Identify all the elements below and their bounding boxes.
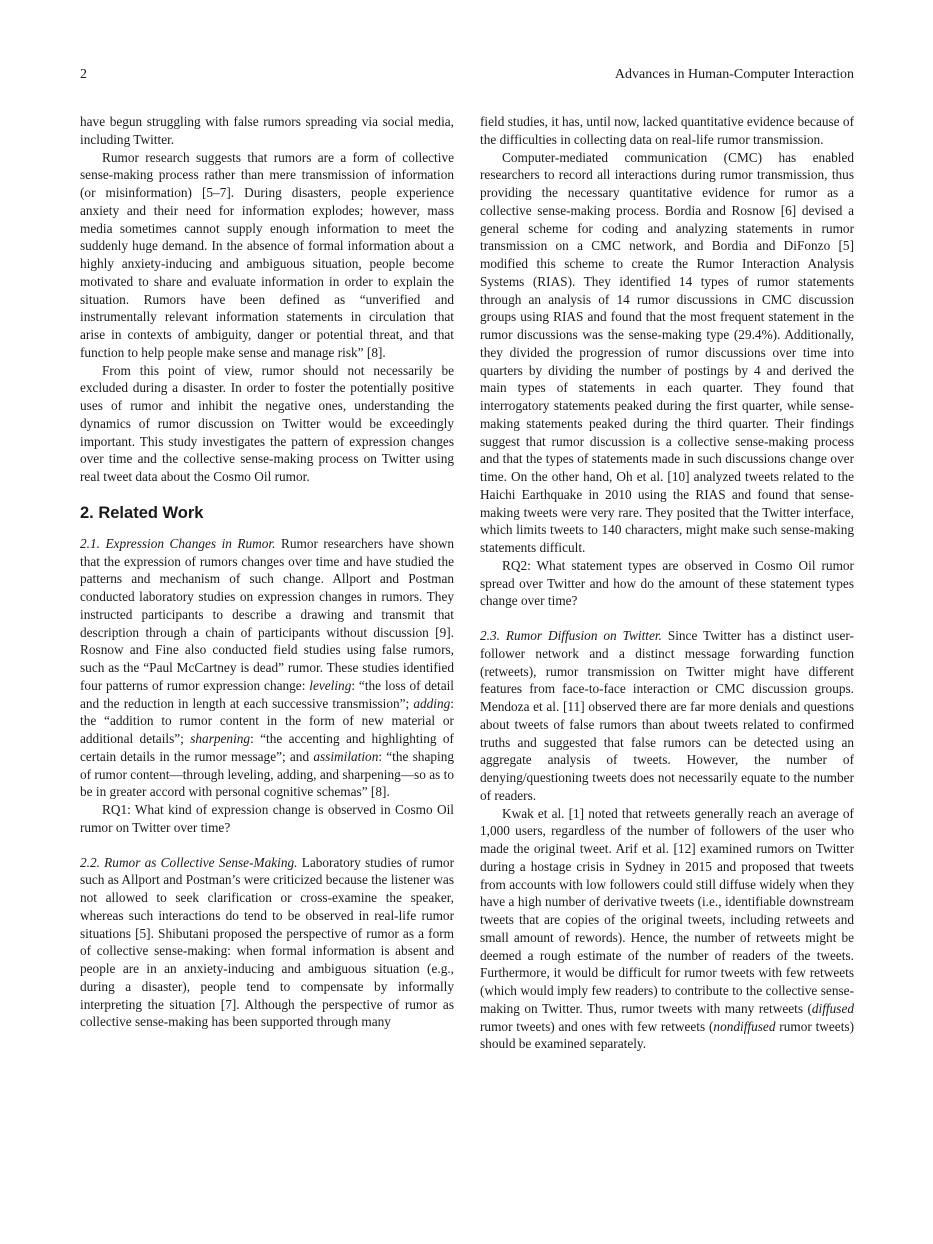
subsection-title: 2.3. Rumor Diffusion on Twitter. (480, 628, 662, 643)
paragraph-text: rumor tweets) should be examined separately. (480, 1018, 854, 1052)
paragraph: From this point of view, rumor should not necessarily be excluded during a disaster. In order to foster the potentially positive uses of rumor and inhibit the negative ones, understanding the dynamics of rumor discussion on Twitter would be exceedingly important. This study investigates the pattern of expression changes over time and the collective sense-making process on Twitter using real tweet data about the Cosmo Oil rumor. (80, 362, 454, 484)
subsection-2-2 (80, 854, 454, 1032)
paragraph-text: Kwak et al. [1] noted that retweets generally reach an average of 1,000 users, regardless of the number of followers of the user who made the original tweet. Arif et al. [12] examined rumors on Twitter during a hostage crisis in Sydney in 2015 and proposed that tweets from accounts with low followers could still diffuse widely when they have a high number of derivative tweets (i.e., identifiable downstream tweets that are copies of the original tweets, including retweets and small amount of rewords). Hence, the number of retweets might be deemed a rough estimate of the number of readers of the tweets. Furthermore, it would be difficult for rumor tweets with few retweets (which would imply few readers) to contribute to the collective sense-making on Twitter. Thus, rumor tweets with many retweets ( (480, 805, 854, 1016)
term-assimilation: assimilation (313, 748, 379, 764)
paragraph: Computer-mediated communication (CMC) has enabled researchers to record all interactions during rumor transmission, thus providing the necessary quantitative evidence for rumor as a collective sense-making process. Bordia and Rosnow [6] devised a general scheme for coding and analyzing statements in rumor transmission on a CMC network, and Bordia and DiFonzo [5] modified this scheme to create the Rumor Interaction Analysis Systems (RIAS). They identified 14 types of rumor statements through an analysis of 14 rumor discussions in CMC discussion groups using RIAS and found that the most frequent statement in the rumor discussions was the sense-making type (29.4%). Additionally, they divided the progression of rumor discussions over time into quarters by dividing the number of postings by 4 and derived the main types of statements in each quarter. They found that interrogatory statements peaked during the first quarter, while sense-making statements peaked during the third quarter. Their findings suggest that rumor discussion is a collective sense-making process and that the types of statements made in such discussions change over time. On the other hand, Oh et al. [10] analyzed tweets related to the Haichi Earthquake in 2010 using the RIAS and found that sense-making tweets were very rare. They posited that the Twitter interface, which limits tweets to 140 characters, might make such sense-making statements difficult. (480, 149, 854, 555)
paragraph-text: : “the shaping of rumor content—through leveling, adding, and sharpening—so as to be in greater accord with personal cognitive schemas” [8]. (80, 748, 454, 800)
research-question-1: RQ1: What kind of expression change is observed in Cosmo Oil rumor on Twitter over time? (80, 802, 454, 835)
paragraph-text: Rumor researchers have shown that the expression of rumors changes over time and have studied the patterns and mechanism of such change. Allport and Postman conducted laboratory studies on expression changes in rumors. They instructed participants to describe a drawing and transmit that description through a chain of participants without discussion [9]. Rosnow and Fine also conducted field studies using false rumors, such as the “Paul McCartney is dead” rumor. These studies identified four patterns of rumor expression change: (80, 535, 454, 693)
term-diffused: diffused (811, 1000, 854, 1016)
paragraph-text: : the “addition to rumor content in the form of new material or additional details”; (80, 695, 454, 746)
subsection-title: 2.2. Rumor as Collective Sense-Making. (80, 854, 298, 870)
paragraph-text: : “the loss of detail and the reduction in length at each successive transmission”; (80, 677, 454, 711)
paragraph-text: Since Twitter has a distinct user-follower network and a distinct message forwarding function (retweets), rumor transmission on Twitter might have different features from face-to-face interaction or CMC discussion groups. Mendoza et al. [11] observed there are far more denials and questions about tweets of false rumors than about tweets related to confirmed truths and suggested that false rumors can be detected using an aggregate analysis of tweets. However, the number of denying/questioning tweets does not necessarily equate to the number of readers. (480, 628, 854, 803)
term-leveling: leveling (309, 677, 352, 693)
subsection-2-3 (480, 627, 854, 805)
paragraph: field studies, it has, until now, lacked quantitative evidence because of the difficulties in collecting data on real-life rumor transmission. (480, 114, 854, 147)
subsection-title: 2.1. Expression Changes in Rumor. (80, 535, 276, 551)
page-number: 2 (80, 67, 87, 82)
paragraph (480, 805, 854, 1054)
term-adding: adding (413, 695, 451, 711)
subsection-2-1 (80, 535, 454, 801)
term-sharpening: sharpening (190, 731, 251, 746)
paragraph-text: Laboratory studies of rumor such as Allport and Postman’s were criticized because the listener was not allowed to seek clarification or cross-examine the speaker, whereas such interactions do tend to be observed in real-life rumor situations [5]. Shibutani proposed the perspective of rumor as a form of collective sense-making: when formal information is absent and people are in an anxiety-inducing and ambiguous situation (e.g., during a disaster), people tend to compensate by informally interpreting the situation [7]. Although the perspective of rumor as collective sense-making has been supported through many (80, 854, 455, 1030)
paragraph-text: : “the accenting and highlighting of certain details in the rumor message”; and (80, 731, 454, 764)
journal-name: Advances in Human-Computer Interaction (614, 67, 854, 82)
paragraph: Rumor research suggests that rumors are a form of collective sense-making process rather than mere transmission of information (or misinformation) [5–7]. During disasters, people experience anxiety and their need for information explodes; however, mass media sometimes cannot supply enough information to meet the suddenly huge demand. In the absence of formal information about a highly anxiety-inducing and ambiguous situation, people become motivated to share and evaluate information in order to explain the situation. Rumors have been defined as “unverified and instrumentally relevant information statements in circulation that arise in contexts of ambiguity, danger or potential threat, and that function to help people make sense and manage risk” [8]. (80, 149, 454, 360)
term-nondiffused: nondiffused (713, 1018, 776, 1034)
paragraph-text: rumor tweets) and ones with few retweets ( (480, 1018, 714, 1034)
right-column (480, 113, 854, 1053)
left-column (80, 113, 454, 1031)
paragraph: have begun struggling with false rumors spreading via social media, including Twitter. (80, 114, 454, 147)
research-question-2: RQ2: What statement types are observed in Cosmo Oil rumor spread over Twitter and how do the amount of these statement types change over time? (480, 557, 854, 609)
section-title: 2. Related Work (80, 503, 204, 522)
